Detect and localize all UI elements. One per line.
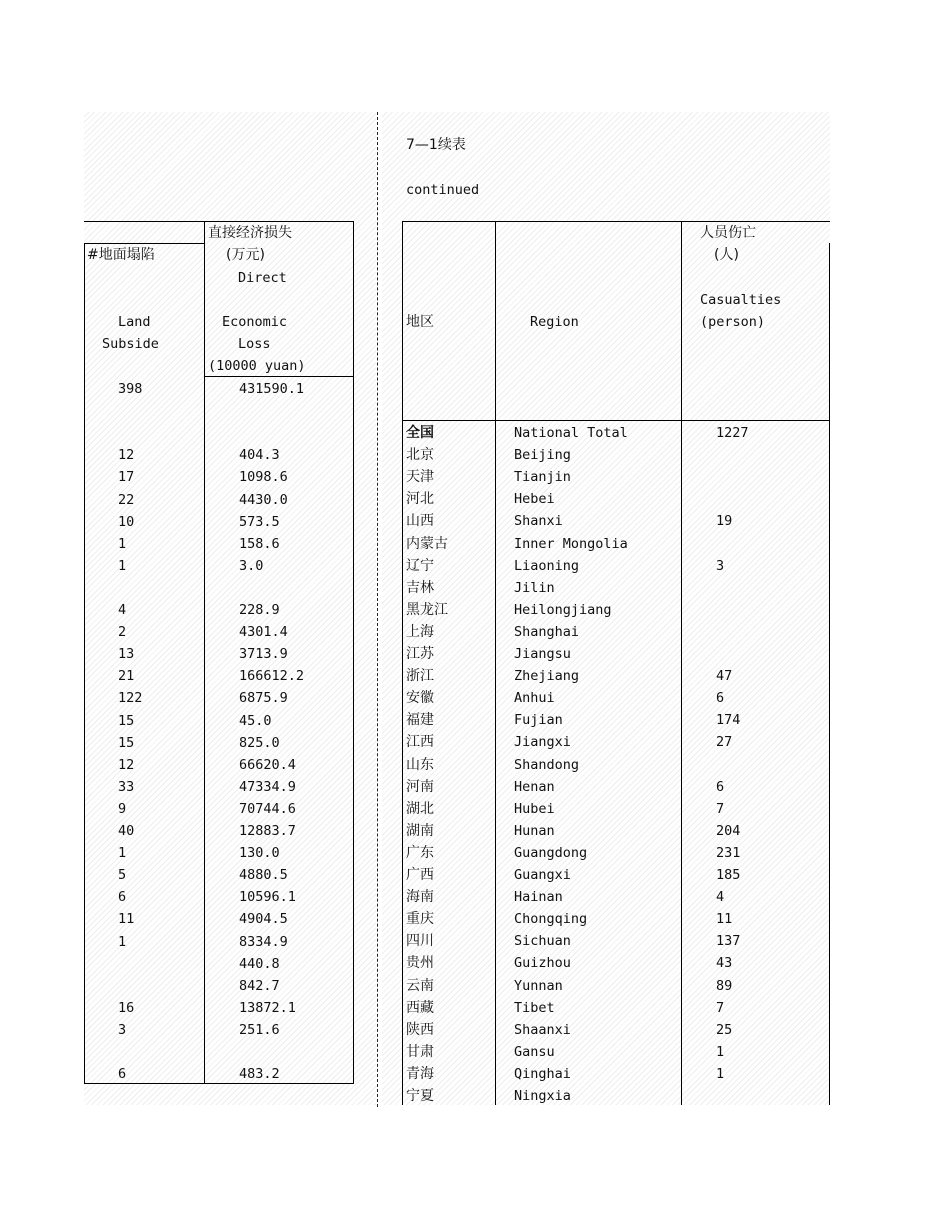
region-en-cell: Liaoning xyxy=(514,557,580,574)
region-en-cell: Shaanxi xyxy=(514,1021,571,1038)
economic-loss-cell: 47334.9 xyxy=(239,778,296,795)
land-subside-cell: 6 xyxy=(118,889,127,906)
region-en-cell: Qinghai xyxy=(514,1065,571,1082)
region-cn-cell: 河南 xyxy=(406,778,434,795)
casualties-header-cn: 人员伤亡 xyxy=(700,225,756,241)
region-cn-cell: 青海 xyxy=(406,1065,434,1082)
region-en-cell: Shandong xyxy=(514,756,580,773)
region-cn-cell: 宁夏 xyxy=(406,1088,434,1104)
casualties-cell: 11 xyxy=(716,911,733,928)
casualties-cell: 7 xyxy=(716,999,725,1016)
region-cn-cell: 北京 xyxy=(406,447,434,464)
casualties-cell: 89 xyxy=(716,977,733,994)
region-en-cell: Yunnan xyxy=(514,977,563,994)
left-table-left-border xyxy=(84,243,85,1083)
region-en-cell: Jiangsu xyxy=(514,646,571,662)
economic-loss-cell: 251.6 xyxy=(239,1021,280,1038)
region-cn-cell: 湖南 xyxy=(406,822,434,839)
region-en-cell: Inner Mongolia xyxy=(514,535,628,552)
land-subside-cell: 1 xyxy=(118,557,127,574)
loss-header-en-3: Loss xyxy=(238,336,271,352)
land-subside-cell: 3 xyxy=(118,1021,127,1038)
economic-loss-cell: 440.8 xyxy=(239,955,280,972)
region-cn-cell: 河北 xyxy=(406,491,434,508)
region-en-cell: Ningxia xyxy=(514,1088,571,1104)
economic-loss-cell: 1098.6 xyxy=(239,469,288,486)
region-cn-cell: 海南 xyxy=(406,889,434,906)
economic-loss-cell: 4430.0 xyxy=(239,491,288,508)
right-table-col-border-1 xyxy=(495,221,496,1105)
land-subside-cell: 15 xyxy=(118,734,135,751)
casualties-header-en: Casualties xyxy=(700,292,782,308)
economic-loss-cell: 228.9 xyxy=(239,602,280,618)
land-subside-cell: 6 xyxy=(118,1066,127,1083)
region-en-cell: Shanghai xyxy=(514,623,580,640)
casualties-cell: 137 xyxy=(716,933,741,950)
land-subside-cell: 398 xyxy=(118,381,143,397)
economic-loss-cell: 3713.9 xyxy=(239,646,288,663)
casualties-cell: 3 xyxy=(716,557,725,574)
economic-loss-cell: 70744.6 xyxy=(239,800,296,817)
casualties-cell: 47 xyxy=(716,668,733,685)
region-en-cell: Sichuan xyxy=(514,933,571,950)
region-cn-cell: 内蒙古 xyxy=(406,535,448,552)
region-en-cell: Tibet xyxy=(514,999,555,1016)
left-table-middle-border xyxy=(204,221,205,1083)
region-cn-cell: 辽宁 xyxy=(406,557,434,574)
economic-loss-cell: 483.2 xyxy=(239,1066,280,1083)
region-en-cell: Jilin xyxy=(514,579,555,596)
economic-loss-cell: 12883.7 xyxy=(239,823,296,839)
economic-loss-cell: 158.6 xyxy=(239,535,280,552)
left-table-top-border xyxy=(84,221,354,222)
land-subside-cell: 33 xyxy=(118,778,135,795)
left-header-top: 直接经济损失 xyxy=(208,225,292,241)
casualties-cell: 6 xyxy=(716,778,725,795)
region-cn-cell: 云南 xyxy=(406,977,434,994)
region-cn-cell: 广西 xyxy=(406,867,434,883)
region-header-cn: 地区 xyxy=(406,314,434,330)
region-cn-cell: 四川 xyxy=(406,933,434,950)
economic-loss-cell: 130.0 xyxy=(239,845,280,862)
region-en-cell: Zhejiang xyxy=(514,668,580,685)
region-cn-cell: 贵州 xyxy=(406,955,434,972)
left-table-bottom-border xyxy=(84,1083,354,1084)
page-fold-divider xyxy=(377,112,378,1107)
region-en-cell: Chongqing xyxy=(514,911,588,928)
region-en-cell: National Total xyxy=(514,425,628,441)
region-cn-cell: 甘肃 xyxy=(406,1043,434,1060)
economic-loss-cell: 166612.2 xyxy=(239,668,305,685)
left-table-right-border xyxy=(353,221,354,1083)
economic-loss-cell: 45.0 xyxy=(239,712,272,729)
land-subside-cell: 10 xyxy=(118,513,135,530)
casualties-cell: 19 xyxy=(716,513,733,530)
region-cn-cell: 山西 xyxy=(406,513,434,530)
region-cn-cell: 天津 xyxy=(406,469,434,486)
land-subside-cell: 1 xyxy=(118,845,127,862)
region-cn-cell: 吉林 xyxy=(406,579,434,596)
casualties-cell: 1227 xyxy=(716,425,749,441)
loss-header-en-2: Economic xyxy=(222,314,288,330)
region-header-en: Region xyxy=(530,314,579,330)
economic-loss-cell: 842.7 xyxy=(239,977,280,994)
page-title: 7—1续表 xyxy=(406,137,466,153)
casualties-header-unit-en: (person) xyxy=(700,314,766,330)
economic-loss-cell: 66620.4 xyxy=(239,756,296,773)
economic-loss-cell: 404.3 xyxy=(239,447,280,464)
land-subside-cell: 12 xyxy=(118,447,135,464)
economic-loss-cell: 8334.9 xyxy=(239,933,288,950)
loss-header-unit-cn: (万元) xyxy=(226,247,265,263)
economic-loss-cell: 4904.5 xyxy=(239,911,288,928)
land-subside-cell: 2 xyxy=(118,624,127,641)
region-cn-cell: 西藏 xyxy=(406,999,434,1016)
casualties-header-unit-cn: (人) xyxy=(714,247,739,263)
right-table-top-border xyxy=(402,221,830,222)
loss-header-en-1: Direct xyxy=(238,270,287,286)
economic-loss-cell: 6875.9 xyxy=(239,690,288,707)
casualties-cell: 6 xyxy=(716,690,725,707)
economic-loss-cell: 4301.4 xyxy=(239,624,288,641)
region-cn-cell: 广东 xyxy=(406,844,434,861)
region-en-cell: Gansu xyxy=(514,1043,555,1060)
casualties-cell: 231 xyxy=(716,844,741,861)
economic-loss-cell: 431590.1 xyxy=(239,381,305,397)
left-table-subheader-border xyxy=(84,243,204,244)
land-subside-cell: 122 xyxy=(118,690,143,707)
region-cn-cell: 安徽 xyxy=(406,690,434,707)
casualties-cell: 7 xyxy=(716,800,725,817)
region-cn-cell: 浙江 xyxy=(406,668,434,685)
region-en-cell: Beijing xyxy=(514,447,571,464)
land-subside-cell: 11 xyxy=(118,911,135,928)
region-cn-cell: 湖北 xyxy=(406,800,434,817)
land-subside-cell: 1 xyxy=(118,535,127,552)
right-table-right-border xyxy=(829,243,830,1105)
region-cn-cell: 江苏 xyxy=(406,646,434,662)
economic-loss-cell: 4880.5 xyxy=(239,867,288,884)
region-cn-cell: 江西 xyxy=(406,734,434,751)
region-en-cell: Hubei xyxy=(514,800,555,817)
region-en-cell: Hebei xyxy=(514,491,555,508)
region-cn-cell: 全国 xyxy=(406,425,434,441)
casualties-cell: 185 xyxy=(716,867,741,883)
region-en-cell: Jiangxi xyxy=(514,734,571,751)
economic-loss-cell: 10596.1 xyxy=(239,889,296,906)
casualties-cell: 4 xyxy=(716,889,725,906)
land-subside-cell: 12 xyxy=(118,756,135,773)
region-en-cell: Heilongjiang xyxy=(514,601,612,618)
economic-loss-cell: 3.0 xyxy=(239,557,264,574)
economic-loss-cell: 825.0 xyxy=(239,734,280,751)
land-subside-cell: 13 xyxy=(118,646,135,663)
region-cn-cell: 上海 xyxy=(406,623,434,640)
casualties-cell: 25 xyxy=(716,1021,733,1038)
region-en-cell: Shanxi xyxy=(514,513,563,530)
region-cn-cell: 福建 xyxy=(406,712,434,729)
casualties-cell: 1 xyxy=(716,1043,725,1060)
region-en-cell: Fujian xyxy=(514,712,563,729)
land-subside-header-en-2: Subside xyxy=(102,336,159,352)
land-subside-cell: 15 xyxy=(118,712,135,729)
loss-header-unit-en: (10000 yuan) xyxy=(208,358,306,374)
region-cn-cell: 山东 xyxy=(406,756,434,773)
economic-loss-cell: 13872.1 xyxy=(239,999,296,1016)
casualties-cell: 1 xyxy=(716,1065,725,1082)
right-table-left-border xyxy=(402,221,403,1105)
region-cn-cell: 陕西 xyxy=(406,1021,434,1038)
region-en-cell: Guangdong xyxy=(514,844,588,861)
page-subtitle: continued xyxy=(406,182,480,198)
land-subside-header-en-1: Land xyxy=(118,314,151,330)
left-table-header-bottom-border xyxy=(204,376,354,377)
region-en-cell: Anhui xyxy=(514,690,555,707)
land-subside-cell: 16 xyxy=(118,999,135,1016)
right-table-col-border-2 xyxy=(681,221,682,1105)
casualties-cell: 174 xyxy=(716,712,741,729)
region-en-cell: Tianjin xyxy=(514,469,571,486)
land-subside-cell: 21 xyxy=(118,668,135,685)
region-cn-cell: 重庆 xyxy=(406,911,434,928)
land-subside-header-cn: #地面塌陷 xyxy=(87,247,155,263)
right-table-header-bottom-border xyxy=(402,420,830,421)
land-subside-cell: 22 xyxy=(118,491,135,508)
region-cn-cell: 黑龙江 xyxy=(406,601,448,618)
land-subside-cell: 17 xyxy=(118,469,135,486)
casualties-cell: 27 xyxy=(716,734,733,751)
economic-loss-cell: 573.5 xyxy=(239,513,280,530)
land-subside-cell: 5 xyxy=(118,867,127,884)
region-en-cell: Guizhou xyxy=(514,955,571,972)
region-en-cell: Henan xyxy=(514,778,555,795)
land-subside-cell: 4 xyxy=(118,602,127,618)
land-subside-cell: 9 xyxy=(118,800,127,817)
casualties-cell: 43 xyxy=(716,955,733,972)
region-en-cell: Hunan xyxy=(514,822,555,839)
casualties-cell: 204 xyxy=(716,822,741,839)
land-subside-cell: 40 xyxy=(118,823,135,839)
region-en-cell: Guangxi xyxy=(514,867,571,883)
region-en-cell: Hainan xyxy=(514,889,563,906)
land-subside-cell: 1 xyxy=(118,933,127,950)
